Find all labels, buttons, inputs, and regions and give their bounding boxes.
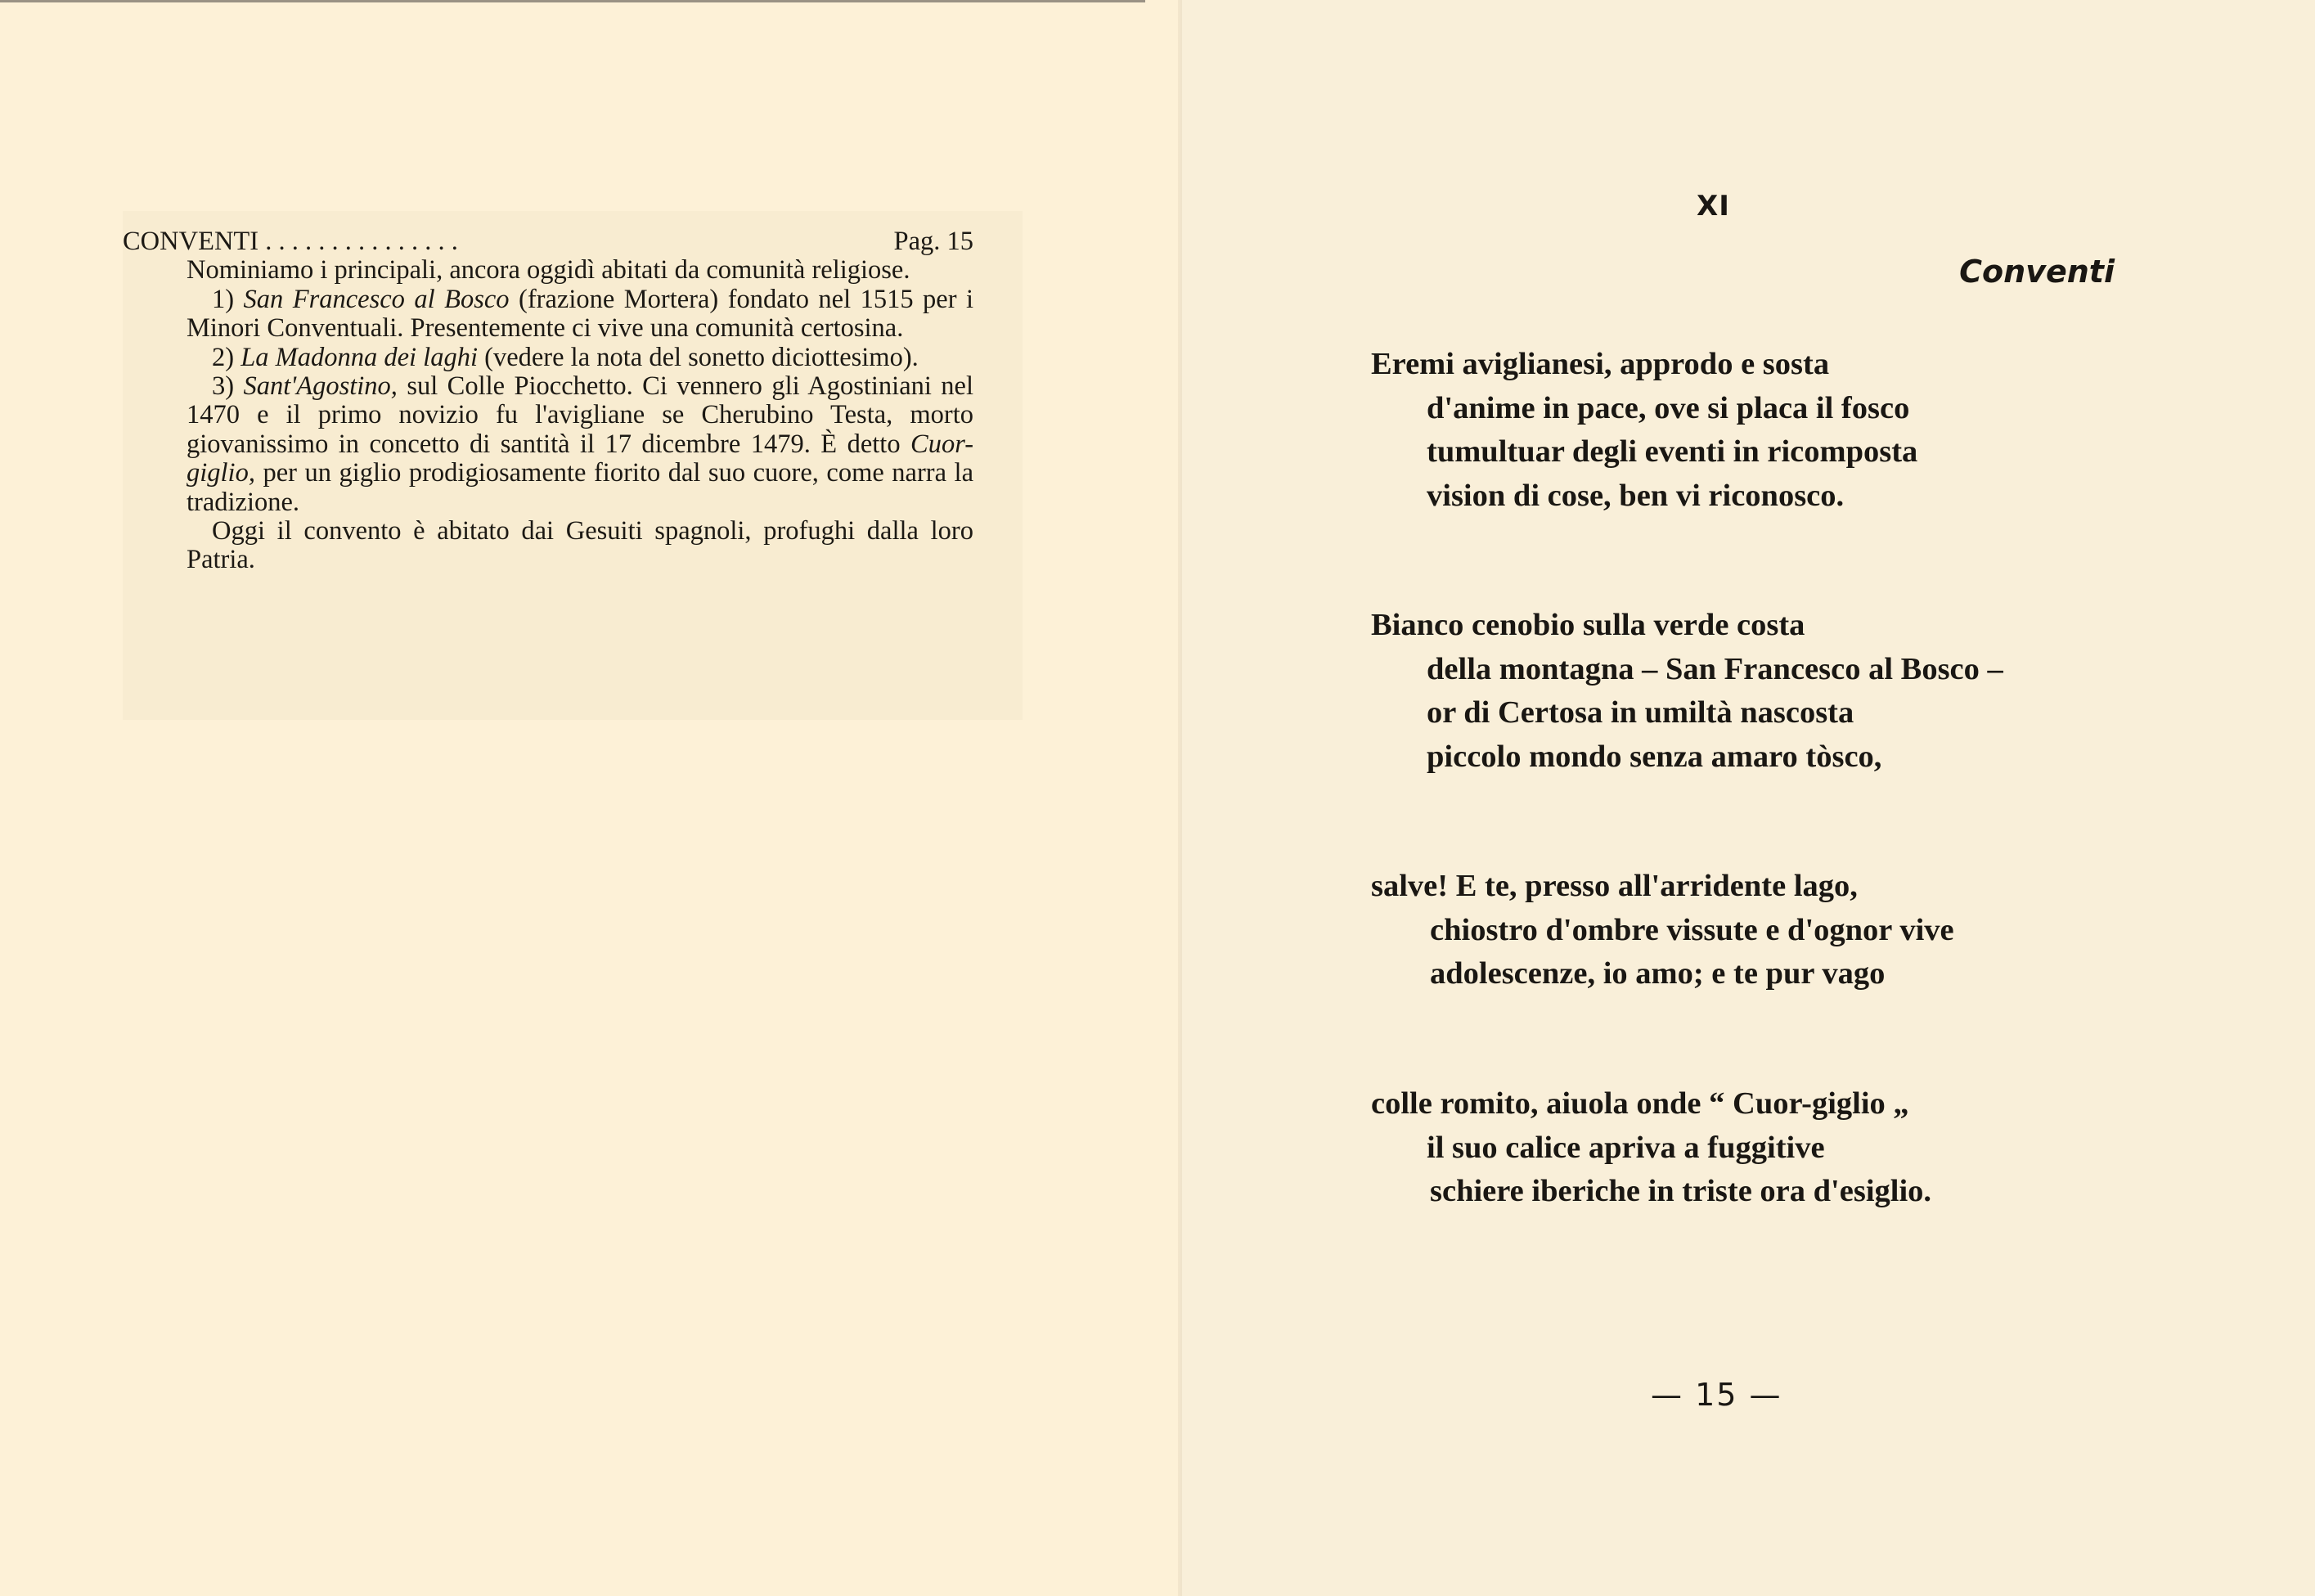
notes-block — [123, 211, 1023, 720]
notes-item-3-number: 3) — [212, 371, 235, 402]
notes-item-2-name: La Madonna dei laghi — [240, 342, 478, 372]
stanza-3-line-3: adolescenze, io amo; e te pur vago — [1430, 956, 1886, 991]
stanza-2-line-3: or di Certosa in umiltà nascosta — [1427, 695, 1854, 730]
stanza-2-line-4: piccolo mondo senza amaro tòsco, — [1427, 739, 1882, 774]
poem-title: Conventi — [1959, 254, 2115, 290]
notes-item-2 — [187, 344, 973, 372]
notes-text — [123, 227, 974, 575]
notes-header-dots: . . . . . . . . . . . . . . . — [265, 227, 458, 256]
page-number: — 15 — — [1651, 1377, 1782, 1413]
notes-item-2-number: 2) — [212, 342, 235, 372]
stanza-4-line-3: schiere iberiche in triste ora d'esiglio. — [1430, 1174, 1932, 1208]
notes-item-3-text-b: per un giglio prodigiosamente fiorito dal suo cuore, come narra la tradizione. — [187, 458, 973, 517]
notes-item-3-name-2: Cuor-giglio, — [187, 429, 974, 488]
notes-item-1-text: (frazione Mortera) fondato nel 1515 per i Minori Conventuali. Presentemente ci vive una comunità certosina. — [187, 284, 974, 344]
stanza-3 — [1371, 865, 1954, 996]
notes-item-1-number: 1) — [212, 284, 235, 314]
stanza-4-line-2: il suo calice apriva a fuggitive — [1427, 1130, 1825, 1165]
stanza-2 — [1371, 604, 2003, 779]
stanza-1-line-4: vision di cose, ben vi riconosco. — [1427, 478, 1845, 513]
stanza-4 — [1371, 1082, 1931, 1214]
poem-numeral: XI — [1697, 190, 1730, 223]
notes-item-3-text-a: sul Colle Piocchetto. Ci vennero gli Agostiniani nel 1470 e il primo novizio fu l'avigliane se Cherubino Testa, morto giovanissimo in concetto di santità il 17 dicembre 1479. È detto — [187, 371, 974, 459]
notes-item-1-name: San Francesco al Bosco — [243, 284, 510, 314]
notes-header — [123, 227, 973, 256]
stanza-1-line-2: d'anime in pace, ove si placa il fosco — [1427, 390, 1910, 425]
notes-header-page: Pag. 15 — [893, 227, 973, 256]
stanza-3-line-1: salve! E te, presso all'arridente lago, — [1371, 869, 1858, 903]
notes-intro: Nominiamo i principali, ancora oggidì abitati da comunità religiose. — [187, 255, 910, 285]
notes-item-3 — [187, 372, 973, 517]
top-edge-line — [0, 0, 1145, 2]
stanza-1-line-3: tumultuar degli eventi in ricomposta — [1427, 434, 1918, 469]
notes-item-1 — [187, 285, 973, 344]
stanza-3-line-2: chiostro d'ombre vissute e d'ognor vive — [1430, 912, 1954, 947]
stanza-1 — [1371, 343, 1917, 518]
notes-header-title: CONVENTI — [123, 227, 259, 256]
stanza-2-line-1: Bianco cenobio sulla verde costa — [1371, 608, 1805, 642]
right-page — [1182, 0, 2315, 1596]
notes-item-3-name: Sant'Agostino, — [243, 371, 398, 402]
stanza-2-line-2: della montagna – San Francesco al Bosco – — [1427, 651, 2003, 686]
stanza-4-line-1: colle romito, aiuola onde “ Cuor-giglio „ — [1371, 1086, 1909, 1121]
stanza-1-line-1: Eremi aviglianesi, approdo e sosta — [1371, 347, 1830, 381]
notes-item-2-text: (vedere la nota del sonetto diciottesimo). — [484, 342, 919, 372]
notes-closing: Oggi il convento è abitato dai Gesuiti spagnoli, profughi dalla loro Patria. — [187, 516, 973, 575]
